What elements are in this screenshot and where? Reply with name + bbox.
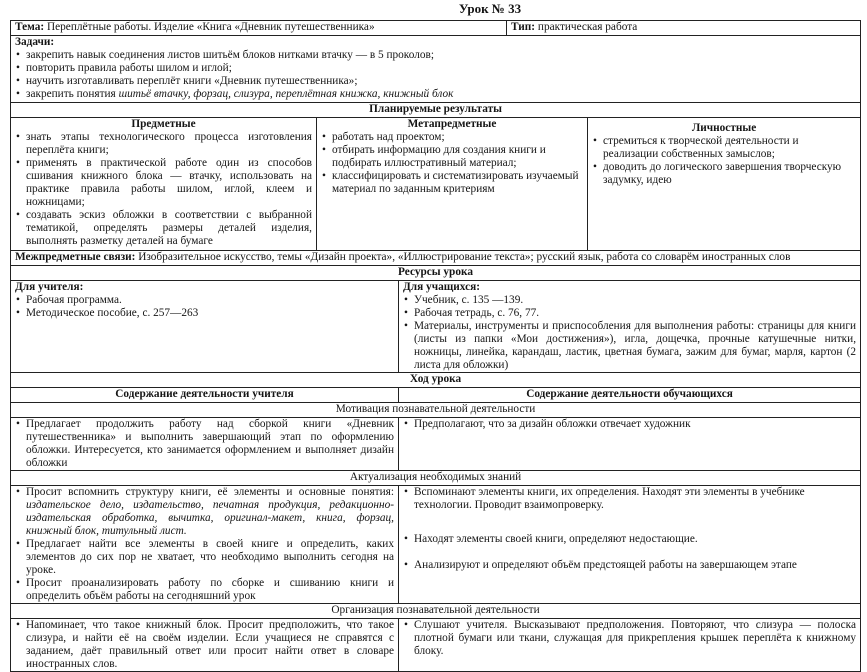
interdisciplinary-cell [11,251,861,266]
list-item: • создавать эскиз обложки в соответствии с выбранной тематикой, определять размеры деталей изделия, выполнять разметку деталей на бумаге [15,209,312,248]
resources-header: Ресурсы урока [11,266,861,281]
interdisciplinary-label: Межпредметные связи: [15,251,136,263]
list-item: • знать этапы технологического процесса изготовления переплёта книги; [15,131,312,157]
stage2-teacher-cell [11,486,399,604]
tasks-row [11,36,861,103]
columns-header-row [11,388,861,403]
stage3-row [11,619,861,672]
topic-row [11,21,861,36]
list-item: • Рабочая программа. [15,294,394,307]
stage-title-row [11,604,861,619]
type-label: Тип: [511,21,536,33]
topic-label: Тема: [15,21,45,33]
topic-value: Переплётные работы. Изделие «Книга «Дневник путешественника» [46,21,375,33]
page-title: Урок № 33 [458,1,522,16]
interdisciplinary-value: Изобразительное искусство, темы «Дизайн проекта», «Иллюстрирование текста»; русский язык, работа со словарём иностранных слов [138,251,791,263]
type-cell [507,21,861,36]
results-header-row [11,103,861,118]
list-item: • классифицировать и систематизировать изучаемый материал по заданным критериям [321,170,583,196]
interdisciplinary-row [11,251,861,266]
meta-results-title: Метапредметные [407,118,497,130]
list-item: • Рабочая тетрадь, с. 76, 77. [403,307,856,320]
lesson-plan-page [10,0,860,672]
list-item: • доводить до логического завершения творческую задумку, идею [592,161,856,187]
results-row [11,118,861,251]
resources-header-row [11,266,861,281]
teacher-column-header: Содержание деятельности учителя [11,388,399,403]
list-item: • Анализируют и определяют объём предстоящей работы на завершающем этапе [403,559,856,572]
topic-cell [11,21,507,36]
list-item [15,486,394,538]
stage-title-row [11,403,861,418]
stage3-title: Организация познавательной деятельности [11,604,861,619]
list-item: • Вспоминают элементы книги, их определения. Находят эти элементы в учебнике технологии. Проводит взаимопроверку. [403,486,856,512]
list-item: • Материалы, инструменты и приспособления для выполнения работы: страницы для книги (листы из папки «Мои достижения»), игла, дощечка, прочные катушечные нитки, ножницы, линейка, карандаш, ластик, цветная бумага, зажим для бумаг, марля, картон (2 листа для обложки) [403,320,856,372]
student-resources-cell [399,281,861,373]
list-item: • повторить правила работы шилом и иглой; [15,62,856,75]
lesson-header-row [11,373,861,388]
stage2-teacher1-terms: издательское дело, издательство, печатная продукция, редакционно-издательская обработка, вычитка, оригинал-макет, книга, форзац, книжный блок, титульный лист. [26,499,394,537]
lesson-plan-table [10,20,861,672]
stage3-teacher-cell [11,619,399,672]
teacher-resources-title: Для учителя: [15,281,84,293]
list-item [15,88,856,101]
list-item: • закрепить навык соединения листов шитьём блоков нитками втачку — в 5 проколов; [15,49,856,62]
list-item: • стремиться к творческой деятельности и реализации собственных замыслов; [592,135,856,161]
personal-results-title: Личностные [691,122,757,134]
list-item: • Напоминает, что такое книжный блок. Просит предположить, что такое слизура, и найти её на своём изделии. Если учащиеся не справятся с заданием, даёт правильный ответ или просит найти ответ в словаре иностранных слов. [15,619,394,671]
subject-results-title: Предметные [131,118,196,130]
stage2-title: Актуализация необходимых знаний [11,471,861,486]
list-item: • Предлагает продолжить работу над сборкой книги «Дневник путешественника» и выполнить завершающий этап по оформлению обложки. Интересуется, кто занимается оформлением и выполняет дизайн обложки [15,418,394,470]
stage-title-row [11,471,861,486]
stage2-teacher1-prefix: Просит вспомнить структуру книги, её элементы и основные понятия: [26,486,394,498]
meta-results-cell [317,118,588,251]
task-prefix: закрепить понятия [26,88,119,100]
list-item: • Слушают учителя. Высказывают предположения. Повторяют, что слизура — полоска плотной бумаги или ткани, служащая для прикрепления крышек переплёта к книжному блоку. [403,619,856,658]
list-item: • Учебник, с. 135 —139. [403,294,856,307]
stage1-row [11,418,861,471]
list-item: • применять в практической работе один из способов сшивания книжного блока — втачку, использовать на практике правила работы шилом, иглой, клеем и ножницами; [15,157,312,209]
tasks-list [15,49,856,101]
list-item: • научить изготавливать переплёт книги «Дневник путешественника»; [15,75,856,88]
type-value: практическая работа [537,21,638,33]
stage1-teacher-cell [11,418,399,471]
list-item: • Находят элементы своей книги, определяют недостающие. [403,533,856,546]
list-item: • Просит проанализировать работу по сборке и сшиванию книги и определить объём работы на сегодняшний урок [15,577,394,603]
tasks-cell [11,36,861,103]
resources-row [11,281,861,373]
list-item: • отбирать информацию для создания книги и подбирать иллюстративный материал; [321,144,583,170]
list-item: • работать над проектом; [321,131,583,144]
personal-results-cell [588,118,861,251]
list-item: • Методическое пособие, с. 257—263 [15,307,394,320]
student-column-header: Содержание деятельности обучающихся [399,388,861,403]
subject-results-cell [11,118,317,251]
stage2-row [11,486,861,604]
results-header: Планируемые результаты [11,103,861,118]
lesson-header: Ход урока [11,373,861,388]
stage2-student-cell [399,486,861,604]
stage1-title: Мотивация познавательной деятельности [11,403,861,418]
stage1-student-cell [399,418,861,471]
tasks-label: Задачи: [15,36,55,48]
teacher-resources-cell [11,281,399,373]
stage3-student-cell [399,619,861,672]
list-item: • Предлагает найти все элементы в своей книге и определить, каких элементов до сих пор не хватает, что необходимо выполнить сегодня на уроке. [15,538,394,577]
task-terms: шитьё втачку, форзац, слизура, переплётная книжка, книжный блок [118,88,454,100]
list-item: • Предполагают, что за дизайн обложки отвечает художник [403,418,856,431]
student-resources-title: Для учащихся: [403,281,480,293]
